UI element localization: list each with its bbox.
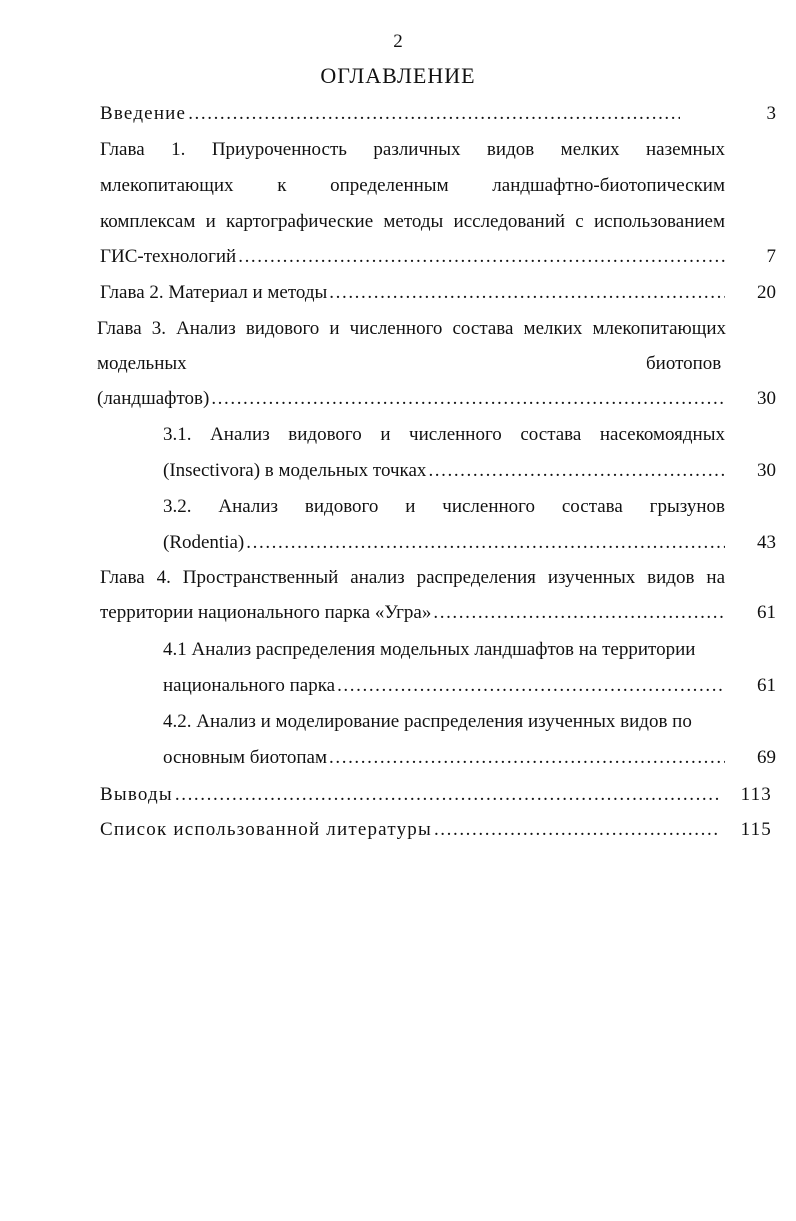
toc-entry-s42-last xyxy=(163,746,725,770)
toc-entry-s31-line: 3.1. Анализ видового и численного состава насекомоядных xyxy=(163,424,725,445)
dot-leader xyxy=(244,531,725,555)
toc-entry-text: (ландшафтов) xyxy=(97,388,210,409)
toc-entry-ch3-line: Глава 3. Анализ видового и численного состава мелких млекопитающих xyxy=(97,318,726,339)
toc-entry-s42-line: 4.2. Анализ и моделирование распределения изученных видов по xyxy=(163,711,692,732)
toc-page-number: 20 xyxy=(757,282,776,303)
dot-leader xyxy=(431,601,725,625)
toc-page-number: 115 xyxy=(740,819,772,840)
toc-page-number: 61 xyxy=(757,602,776,623)
toc-entry-s41-line: 4.1 Анализ распределения модельных ландшафтов на территории xyxy=(163,639,696,660)
toc-entry-text: Выводы xyxy=(100,784,173,805)
toc-entry-ch3-last xyxy=(97,387,725,411)
toc-entry-intro xyxy=(100,102,680,126)
toc-page-number: 69 xyxy=(757,747,776,768)
toc-entry-s31-last xyxy=(163,459,725,483)
toc-entry-s32-last xyxy=(163,531,725,555)
toc-entry-ch4-line: Глава 4. Пространственный анализ распределения изученных видов на xyxy=(100,567,725,588)
toc-entry-text: Список использованной литературы xyxy=(100,819,432,840)
page-number: 2 xyxy=(393,31,403,52)
toc-entry-ch1-line: млекопитающих к определенным ландшафтно-биотопическим xyxy=(100,175,725,196)
toc-entry-s32-line: 3.2. Анализ видового и численного состава грызунов xyxy=(163,496,725,517)
dot-leader xyxy=(236,245,725,269)
toc-entry-ch2 xyxy=(100,281,725,305)
toc-entry-text: национального парка xyxy=(163,675,336,696)
toc-entry-ch4-last xyxy=(100,601,725,625)
toc-page-number: 30 xyxy=(757,460,776,481)
toc-page-number: 30 xyxy=(757,388,776,409)
toc-entry-ch3-line: биотопов xyxy=(646,353,722,374)
toc-entry-ch3-line: модельных xyxy=(97,353,187,374)
toc-page-number: 61 xyxy=(757,675,776,696)
dot-leader xyxy=(432,818,720,842)
page-title: ОГЛАВЛЕНИЕ xyxy=(320,63,476,88)
toc-entry-text: ГИС-технологий xyxy=(100,246,237,267)
toc-entry-text: Введение xyxy=(100,103,187,124)
dot-leader xyxy=(335,674,725,698)
toc-entry-s41-last xyxy=(163,674,725,698)
dot-leader xyxy=(327,746,725,770)
toc-entry-text: (Insectivora) в модельных точках xyxy=(163,460,427,481)
toc-entry-ch1-line: Глава 1. Приуроченность различных видов мелких наземных xyxy=(100,139,725,160)
toc-page-number: 113 xyxy=(740,784,772,805)
toc-entry-text: Глава 2. Материал и методы xyxy=(100,282,328,303)
toc-page-number: 7 xyxy=(766,246,776,267)
dot-leader xyxy=(173,783,720,807)
toc-entry-ch1-last xyxy=(100,245,725,269)
toc-page-number: 43 xyxy=(757,532,776,553)
dot-leader xyxy=(327,281,725,305)
toc-entry-ch1-line: комплексам и картографические методы исследований с использованием xyxy=(100,211,725,232)
toc-entry-text: территории национального парка «Угра» xyxy=(100,602,432,623)
dot-leader xyxy=(186,102,680,126)
toc-entry-references xyxy=(100,818,720,842)
dot-leader xyxy=(209,387,725,411)
toc-entry-conclusions xyxy=(100,783,720,807)
dot-leader xyxy=(426,459,725,483)
toc-entry-text: (Rodentia) xyxy=(163,532,245,553)
toc-entry-text: основным биотопам xyxy=(163,747,328,768)
toc-page-number: 3 xyxy=(766,103,776,124)
